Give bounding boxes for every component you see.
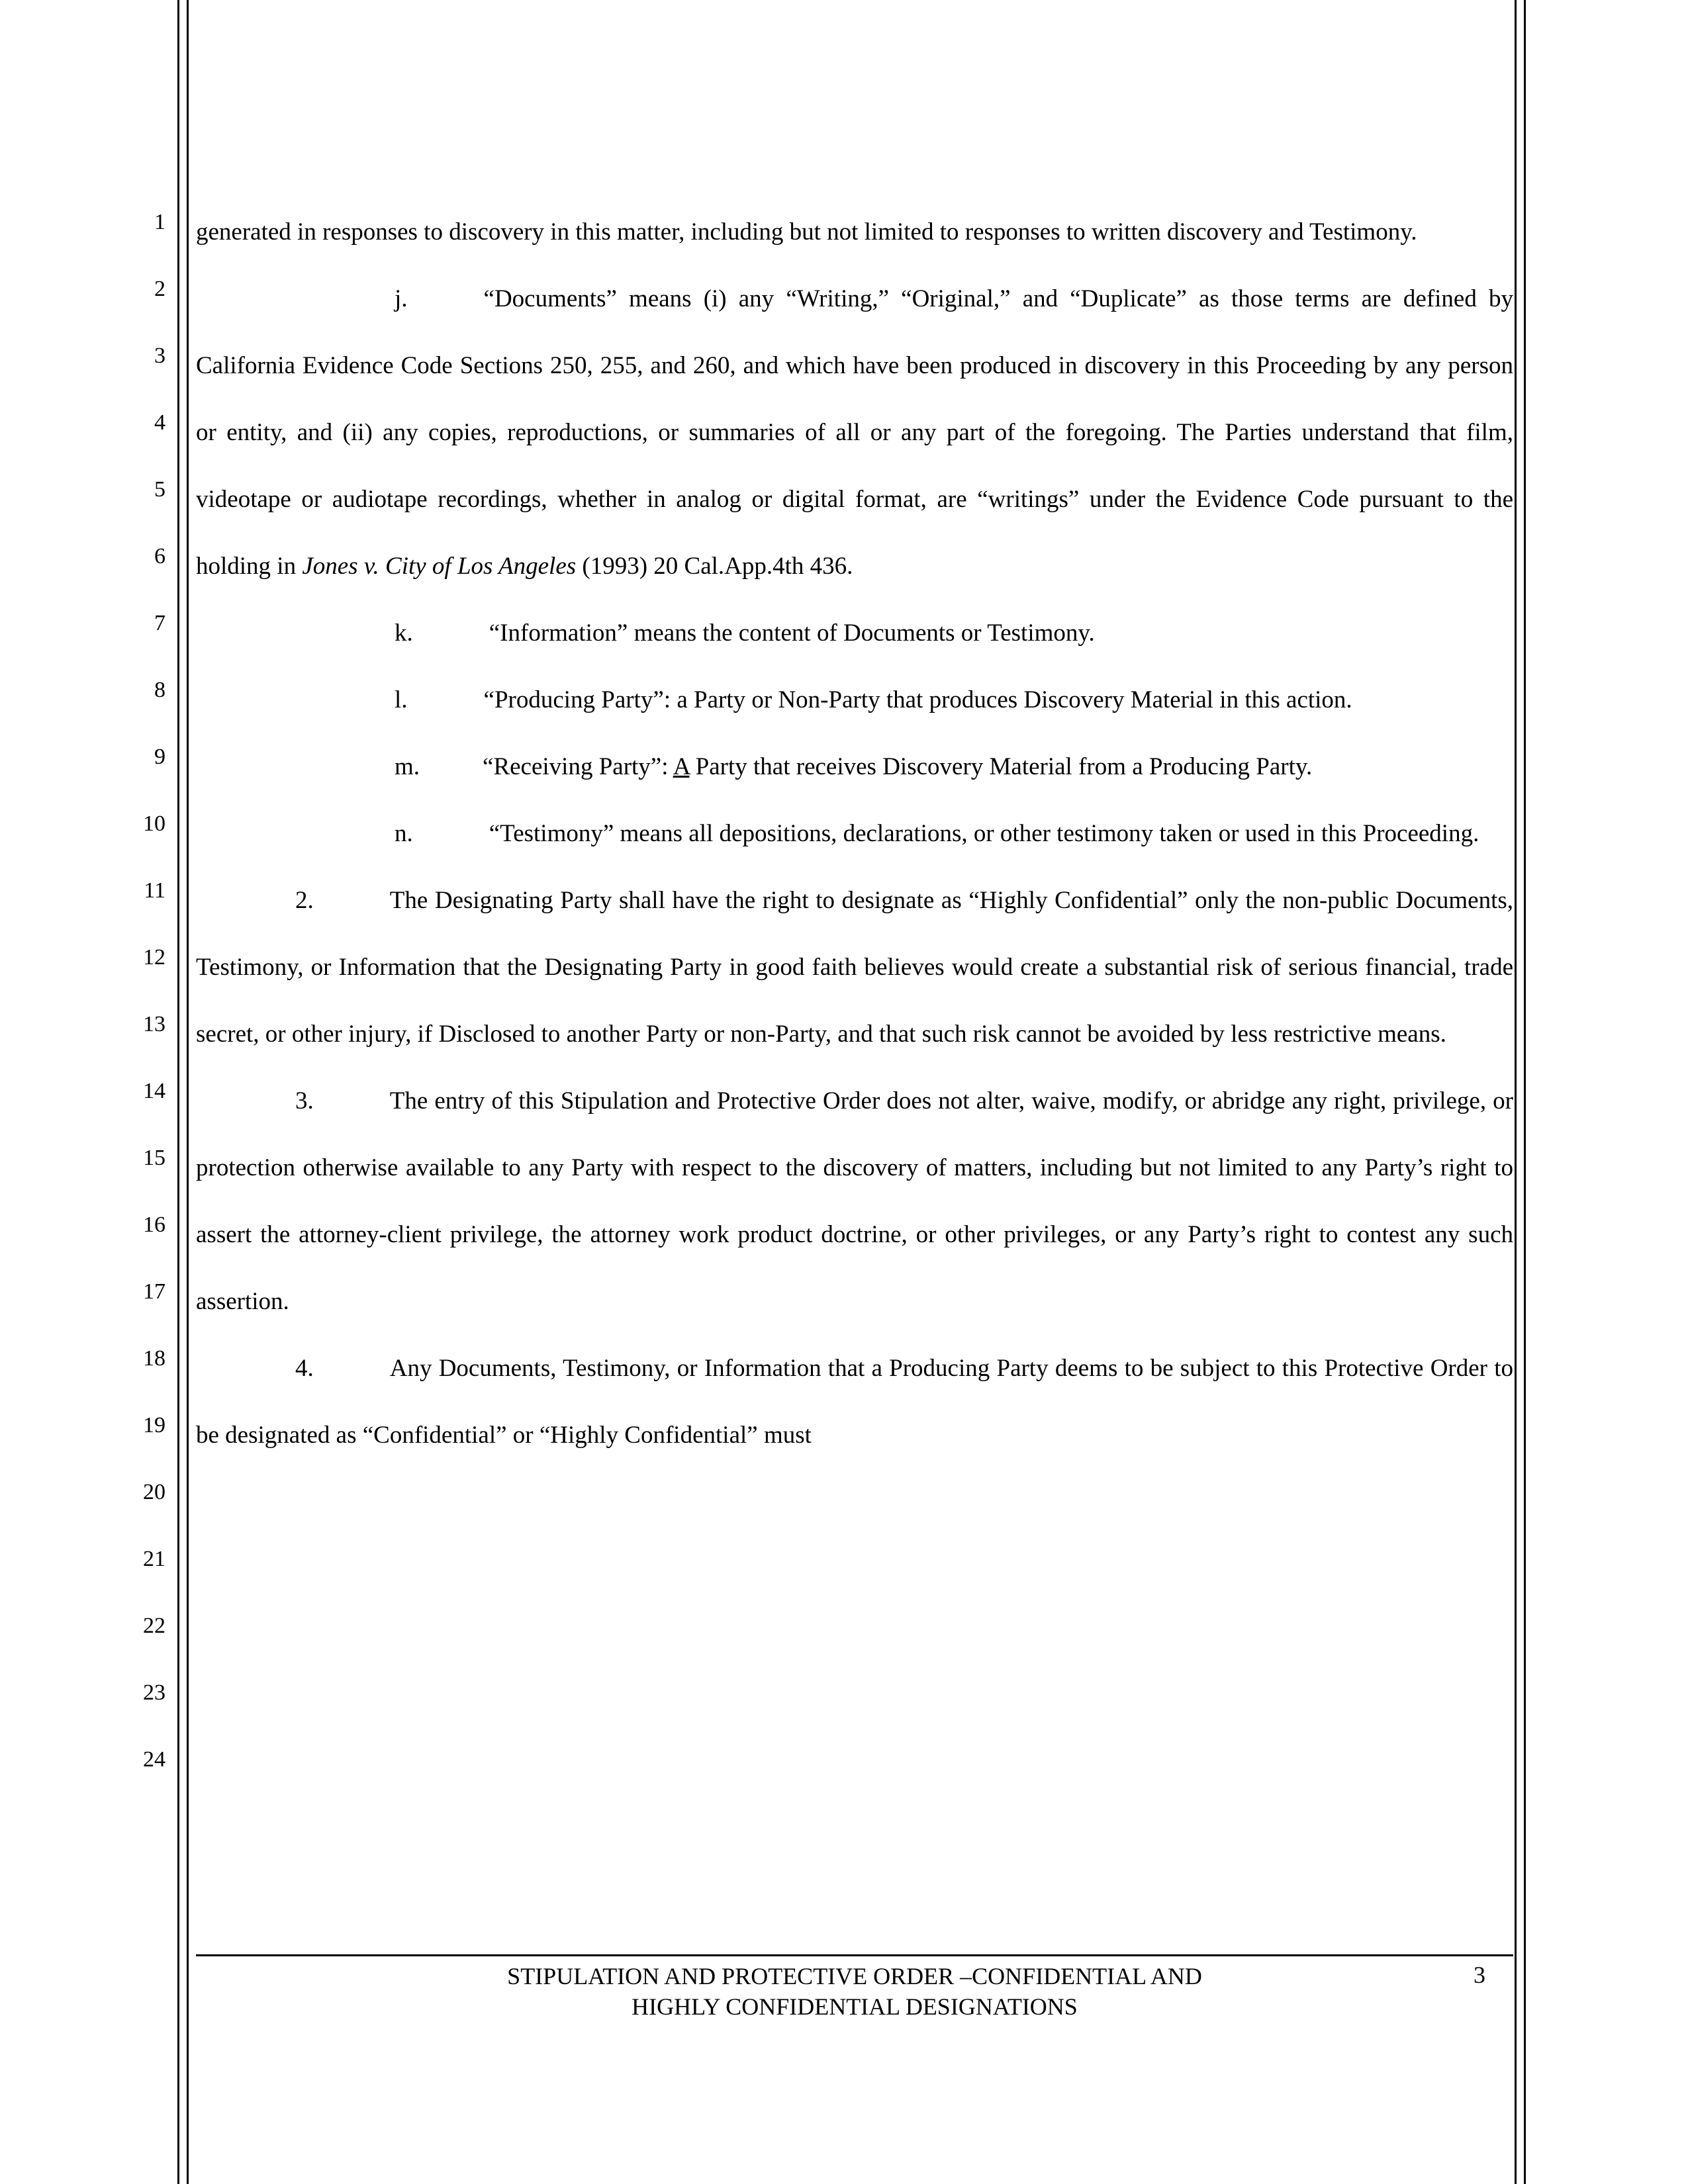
footer-line-2: HIGHLY CONFIDENTIAL DESIGNATIONS	[632, 1993, 1078, 2020]
definition-label-l: l.	[395, 686, 408, 713]
line-number: 20	[143, 1479, 165, 1504]
footer-line-1: STIPULATION AND PROTECTIVE ORDER –CONFIDENTIAL AND	[507, 1963, 1202, 1989]
line-number: 19	[143, 1412, 165, 1437]
paragraph-text-2: The Designating Party shall have the right to designate as “Highly Confidential” only the non-public Documents, Testimony, or Information that the Designating Party in good faith believes would create a substantial risk of serious financial, trade secret, or other injury, if Disclosed to another Party or non-Party, and that such risk cannot be avoided by less restrictive means.	[196, 887, 1513, 1048]
definition-text-n: “Testimony” means all depositions, declarations, or other testimony taken or used in this Proceeding.	[489, 820, 1479, 847]
paragraph-definition-n	[196, 800, 1513, 867]
definition-label-n: n.	[395, 820, 413, 847]
line-number: 11	[144, 878, 165, 903]
left-margin-rule-inner	[187, 0, 189, 2184]
line-number: 17	[143, 1279, 165, 1304]
paragraph-definition-k	[196, 600, 1513, 666]
definition-text-m-part2: Party that receives Discovery Material from a Producing Party.	[689, 753, 1313, 780]
line-number-column	[99, 189, 165, 1793]
line-number: 21	[143, 1546, 165, 1571]
paragraph-numbered-3	[196, 1068, 1513, 1335]
definition-text-k: “Information” means the content of Documents or Testimony.	[489, 619, 1095, 647]
line-number: 1	[154, 209, 165, 234]
definition-label-j: j.	[395, 285, 408, 312]
line-number: 3	[154, 343, 165, 368]
line-number: 15	[143, 1145, 165, 1170]
definition-text-j-part1: “Documents” means (i) any “Writing,” “Original,” and “Duplicate” as those terms are defined by California Evidence Code Sections 250, 255, and 260, and which have been produced in discovery in this Proceeding by any person or entity, and (ii) any copies, reproductions, or summaries of all or any part of the foregoing. The Parties understand that film, videotape or audiotape recordings, whether in analog or digital format, are “writings” under the Evidence Code pursuant to the holding in	[196, 285, 1513, 580]
paragraph-continuation: generated in responses to discovery in this matter, including but not limited to responses to written discovery and Testimony.	[196, 218, 1417, 246]
right-margin-rule-outer	[1524, 0, 1526, 2184]
footer-divider	[196, 1954, 1513, 1956]
line-number: 5	[154, 477, 165, 502]
case-citation-italic: Jones v. City of Los Angeles	[302, 553, 577, 580]
right-margin-rule-inner	[1515, 0, 1517, 2184]
paragraph-number-3: 3.	[295, 1087, 314, 1115]
paragraph-definition-l	[196, 666, 1513, 733]
line-number: 13	[143, 1011, 165, 1036]
line-number: 8	[154, 677, 165, 702]
paragraph-number-2: 2.	[295, 887, 314, 914]
paragraph-numbered-2	[196, 867, 1513, 1068]
paragraph-text-4: Any Documents, Testimony, or Information that a Producing Party deems to be subject to this Protective Order to be designated as “Confidential” or “Highly Confidential” must	[196, 1355, 1513, 1449]
definition-text-j-part2: (1993) 20 Cal.App.4th 436.	[576, 553, 853, 580]
document-body	[196, 199, 1513, 1469]
line-number: 12	[143, 944, 165, 970]
definition-text-m-part1: “Receiving Party”:	[483, 753, 673, 780]
line-number: 4	[154, 410, 165, 435]
line-number: 10	[143, 811, 165, 836]
definition-label-m: m.	[395, 753, 420, 780]
paragraph-definition-m	[196, 733, 1513, 800]
page-number: 3	[1474, 1962, 1485, 1988]
paragraph-number-4: 4.	[295, 1355, 314, 1382]
underlined-article: A	[673, 753, 690, 780]
line-number: 22	[143, 1613, 165, 1638]
footer-caption	[196, 1961, 1513, 2022]
paragraph-numbered-4	[196, 1335, 1513, 1469]
line-number: 23	[143, 1680, 165, 1705]
line-number: 9	[154, 744, 165, 769]
line-number: 18	[143, 1345, 165, 1371]
line-number: 16	[143, 1212, 165, 1237]
definition-label-k: k.	[395, 619, 413, 647]
line-number: 7	[154, 610, 165, 635]
line-number: 2	[154, 276, 165, 301]
line-number: 24	[143, 1747, 165, 1772]
line-number: 6	[154, 543, 165, 569]
definition-text-l: “Producing Party”: a Party or Non-Party that produces Discovery Material in this action.	[483, 686, 1352, 713]
paragraph-text-3: The entry of this Stipulation and Protective Order does not alter, waive, modify, or abridge any right, privilege, or protection otherwise available to any Party with respect to the discovery of matters, including but not limited to any Party’s right to assert the attorney-client privilege, the attorney work product doctrine, or other privileges, or any Party’s right to contest any such assertion.	[196, 1087, 1513, 1315]
left-margin-rule-outer	[177, 0, 179, 2184]
paragraph-definition-j	[196, 265, 1513, 600]
line-number: 14	[143, 1078, 165, 1103]
